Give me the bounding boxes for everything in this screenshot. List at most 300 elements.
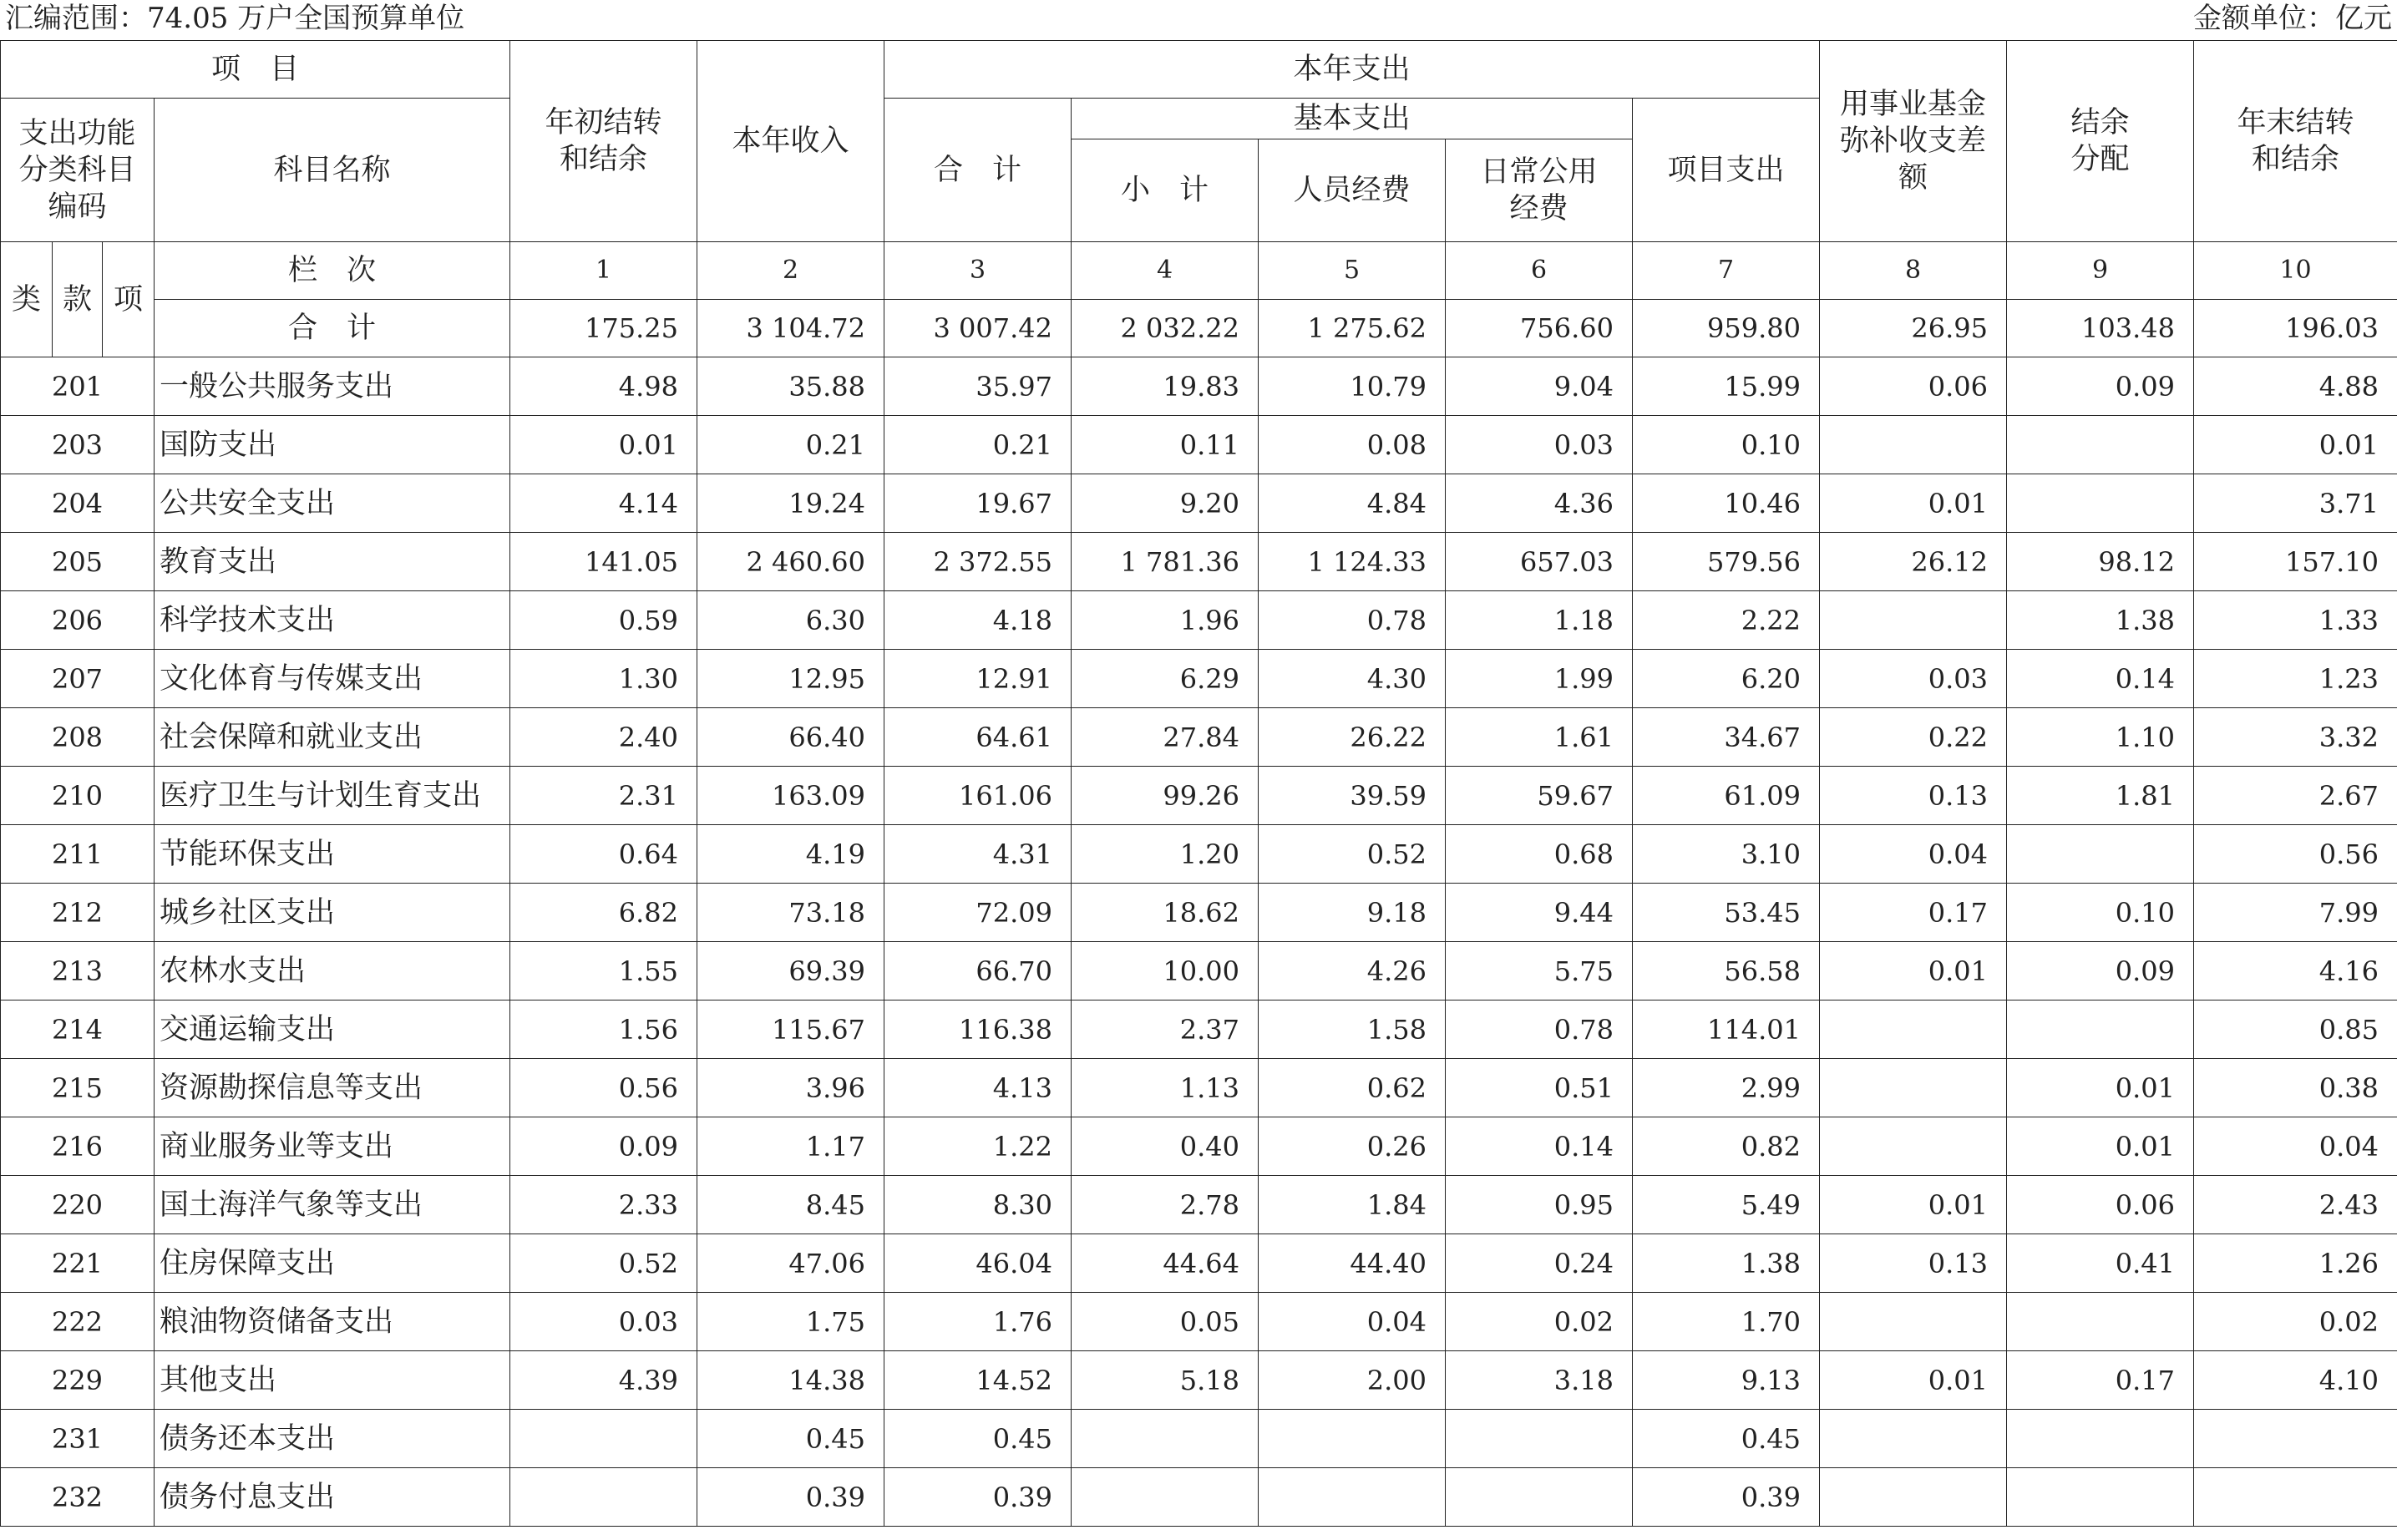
row-value: 0.13 [1820,1234,2007,1293]
row-value: 4.98 [510,357,697,416]
row-value [1820,1410,2007,1468]
row-value: 4.36 [1446,474,1633,533]
row-value: 72.09 [884,884,1072,942]
row-value: 5.49 [1633,1176,1820,1234]
row-value: 157.10 [2194,533,2397,591]
row-value [510,1410,697,1468]
row-value [2007,1000,2194,1059]
table-row [1,708,2397,767]
row-value: 6.29 [1072,650,1259,708]
row-value: 12.95 [697,650,884,708]
row-name: 一般公共服务支出 [155,357,510,416]
budget-expenditure-table [0,40,2397,1527]
row-value: 0.01 [2194,416,2397,474]
row-name: 交通运输支出 [155,1000,510,1059]
total-row [1,300,2397,357]
col-index-4: 4 [1072,242,1259,300]
header-c2: 本年收入 [697,41,884,242]
row-value: 4.30 [1259,650,1446,708]
row-value [2194,1410,2397,1468]
row-value: 7.99 [2194,884,2397,942]
row-value: 1.96 [1072,591,1259,650]
header-c1: 年初结转和结余 [510,41,697,242]
row-value: 0.01 [1820,474,2007,533]
row-value: 6.20 [1633,650,1820,708]
row-value: 14.52 [884,1351,1072,1410]
row-value: 4.19 [697,825,884,884]
row-value: 19.83 [1072,357,1259,416]
row-value: 0.59 [510,591,697,650]
row-value: 9.13 [1633,1351,1820,1410]
col-index-5: 5 [1259,242,1446,300]
row-value: 3.96 [697,1059,884,1117]
row-value: 0.09 [2007,942,2194,1000]
row-value [1072,1410,1259,1468]
row-name: 医疗卫生与计划生育支出 [155,767,510,825]
row-code: 220 [1,1176,155,1234]
row-value: 14.38 [697,1351,884,1410]
row-value: 2.43 [2194,1176,2397,1234]
row-value: 0.05 [1072,1293,1259,1351]
table-row [1,767,2397,825]
table-row [1,884,2397,942]
table-row [1,825,2397,884]
row-name: 住房保障支出 [155,1234,510,1293]
table-row [1,474,2397,533]
row-value: 98.12 [2007,533,2194,591]
row-value: 0.14 [1446,1117,1633,1176]
row-value: 2.40 [510,708,697,767]
row-code: 211 [1,825,155,884]
row-value: 10.46 [1633,474,1820,533]
row-code: 207 [1,650,155,708]
row-value: 0.13 [1820,767,2007,825]
row-value: 4.26 [1259,942,1446,1000]
row-name: 债务付息支出 [155,1468,510,1527]
header-item: 项 目 [1,41,510,99]
total-cell: 756.60 [1446,300,1633,357]
row-value: 3.18 [1446,1351,1633,1410]
row-value: 2.78 [1072,1176,1259,1234]
row-value: 0.52 [510,1234,697,1293]
total-cell: 959.80 [1633,300,1820,357]
row-value [2007,825,2194,884]
row-value [1072,1468,1259,1527]
row-value: 0.01 [1820,1351,2007,1410]
header-c3: 合 计 [884,99,1072,242]
row-value: 0.45 [884,1410,1072,1468]
row-value: 2.00 [1259,1351,1446,1410]
row-value: 1.84 [1259,1176,1446,1234]
row-value: 0.02 [2194,1293,2397,1351]
row-value: 3.32 [2194,708,2397,767]
row-value: 47.06 [697,1234,884,1293]
row-value: 115.67 [697,1000,884,1059]
row-value: 4.10 [2194,1351,2397,1410]
row-value: 4.88 [2194,357,2397,416]
total-cell: 3 104.72 [697,300,884,357]
row-value: 1 124.33 [1259,533,1446,591]
row-value: 0.01 [2007,1059,2194,1117]
total-cell: 2 032.22 [1072,300,1259,357]
row-code: 231 [1,1410,155,1468]
row-code: 201 [1,357,155,416]
row-value: 1.33 [2194,591,2397,650]
table-row [1,1000,2397,1059]
total-cell: 26.95 [1820,300,2007,357]
row-value: 1.20 [1072,825,1259,884]
row-value: 64.61 [884,708,1072,767]
row-value: 8.30 [884,1176,1072,1234]
row-value: 26.12 [1820,533,2007,591]
row-name: 资源勘探信息等支出 [155,1059,510,1117]
row-code: 208 [1,708,155,767]
table-row [1,533,2397,591]
row-value: 0.01 [510,416,697,474]
total-cell: 196.03 [2194,300,2397,357]
row-value: 1.10 [2007,708,2194,767]
col-index-3: 3 [884,242,1072,300]
row-value: 59.67 [1446,767,1633,825]
row-value: 4.13 [884,1059,1072,1117]
col-index-8: 8 [1820,242,2007,300]
row-name: 科学技术支出 [155,591,510,650]
row-value: 34.67 [1633,708,1820,767]
row-value [1820,1059,2007,1117]
row-value [1820,1117,2007,1176]
row-value: 0.11 [1072,416,1259,474]
col-index-10: 10 [2194,242,2397,300]
row-value: 18.62 [1072,884,1259,942]
row-value: 35.97 [884,357,1072,416]
row-value: 0.45 [1633,1410,1820,1468]
row-value: 0.09 [510,1117,697,1176]
header-c9: 结余分配 [2007,41,2194,242]
total-label: 合 计 [155,300,510,357]
row-value [2007,416,2194,474]
row-name: 债务还本支出 [155,1410,510,1468]
row-value: 0.17 [1820,884,2007,942]
header-lanci: 栏 次 [155,242,510,300]
row-code: 215 [1,1059,155,1117]
row-code: 221 [1,1234,155,1293]
row-value: 4.39 [510,1351,697,1410]
row-value: 0.95 [1446,1176,1633,1234]
row-value: 46.04 [884,1234,1072,1293]
row-value: 73.18 [697,884,884,942]
row-value: 0.82 [1633,1117,1820,1176]
row-value: 1.22 [884,1117,1072,1176]
table-row [1,1059,2397,1117]
row-value [2007,1468,2194,1527]
row-value: 61.09 [1633,767,1820,825]
table-row [1,1293,2397,1351]
row-value: 0.08 [1259,416,1446,474]
col-index-1: 1 [510,242,697,300]
row-value: 4.31 [884,825,1072,884]
row-value [1259,1468,1446,1527]
row-code: 206 [1,591,155,650]
row-value: 3.71 [2194,474,2397,533]
row-name: 节能环保支出 [155,825,510,884]
row-value: 1.99 [1446,650,1633,708]
row-value: 39.59 [1259,767,1446,825]
row-value: 0.06 [2007,1176,2194,1234]
row-value: 0.04 [2194,1117,2397,1176]
header-c7: 项目支出 [1633,99,1820,242]
row-value: 0.04 [1259,1293,1446,1351]
row-value [2007,1293,2194,1351]
row-value: 0.56 [2194,825,2397,884]
row-value: 0.17 [2007,1351,2194,1410]
row-value: 0.01 [1820,1176,2007,1234]
header-basic: 基本支出 [1072,99,1633,139]
header-c5: 人员经费 [1259,139,1446,242]
row-value: 0.24 [1446,1234,1633,1293]
row-value: 116.38 [884,1000,1072,1059]
total-cell: 175.25 [510,300,697,357]
row-value [510,1468,697,1527]
row-value: 0.01 [2007,1117,2194,1176]
row-value: 19.67 [884,474,1072,533]
row-value: 0.26 [1259,1117,1446,1176]
row-value: 0.51 [1446,1059,1633,1117]
row-value: 0.03 [510,1293,697,1351]
row-value: 4.16 [2194,942,2397,1000]
row-value: 12.91 [884,650,1072,708]
row-value: 1.13 [1072,1059,1259,1117]
col-index-9: 9 [2007,242,2194,300]
row-value: 0.21 [697,416,884,474]
row-value: 69.39 [697,942,884,1000]
row-value: 44.64 [1072,1234,1259,1293]
table-row [1,1176,2397,1234]
row-value [2007,474,2194,533]
table-caption-bar [0,0,2397,38]
row-value: 657.03 [1446,533,1633,591]
row-value: 27.84 [1072,708,1259,767]
row-value: 10.79 [1259,357,1446,416]
row-value: 66.70 [884,942,1072,1000]
row-value: 3.10 [1633,825,1820,884]
row-value: 9.18 [1259,884,1446,942]
table-row [1,650,2397,708]
row-name: 农林水支出 [155,942,510,1000]
row-value: 1.18 [1446,591,1633,650]
col-index-2: 2 [697,242,884,300]
row-value: 0.78 [1259,591,1446,650]
row-value: 2 372.55 [884,533,1072,591]
table-row [1,1117,2397,1176]
row-name: 其他支出 [155,1351,510,1410]
row-value [2007,1410,2194,1468]
row-value: 0.39 [1633,1468,1820,1527]
row-value: 5.75 [1446,942,1633,1000]
row-code: 210 [1,767,155,825]
row-value: 1.70 [1633,1293,1820,1351]
row-value: 9.04 [1446,357,1633,416]
row-value: 0.78 [1446,1000,1633,1059]
header-kuan: 款 [53,242,103,357]
row-value: 0.02 [1446,1293,1633,1351]
row-code: 214 [1,1000,155,1059]
row-name: 城乡社区支出 [155,884,510,942]
row-value [1820,416,2007,474]
row-value: 2.37 [1072,1000,1259,1059]
row-value [1820,1293,2007,1351]
row-value: 0.21 [884,416,1072,474]
row-value: 2.31 [510,767,697,825]
total-cell: 103.48 [2007,300,2194,357]
table-row [1,1351,2397,1410]
header-c4: 小 计 [1072,139,1259,242]
row-value: 26.22 [1259,708,1446,767]
row-value: 56.58 [1633,942,1820,1000]
total-cell: 3 007.42 [884,300,1072,357]
row-value: 0.39 [884,1468,1072,1527]
row-value: 1 781.36 [1072,533,1259,591]
row-value: 1.26 [2194,1234,2397,1293]
row-value: 0.22 [1820,708,2007,767]
table-row [1,357,2397,416]
row-value: 15.99 [1633,357,1820,416]
row-value: 1.38 [1633,1234,1820,1293]
header-c6: 日常公用经费 [1446,139,1633,242]
row-value: 2.33 [510,1176,697,1234]
row-value: 0.10 [1633,416,1820,474]
row-value: 0.68 [1446,825,1633,884]
row-value: 1.38 [2007,591,2194,650]
row-value [1820,1000,2007,1059]
row-value: 4.14 [510,474,697,533]
row-value: 53.45 [1633,884,1820,942]
row-value: 0.10 [2007,884,2194,942]
row-value: 114.01 [1633,1000,1820,1059]
header-expense: 本年支出 [884,41,1820,99]
row-value: 44.40 [1259,1234,1446,1293]
row-value: 0.39 [697,1468,884,1527]
row-value: 1.23 [2194,650,2397,708]
header-code: 支出功能分类科目编码 [1,99,155,242]
row-value: 1.58 [1259,1000,1446,1059]
row-value [1259,1410,1446,1468]
row-value: 1.30 [510,650,697,708]
row-value: 0.01 [1820,942,2007,1000]
header-c8: 用事业基金弥补收支差额 [1820,41,2007,242]
row-value: 0.03 [1820,650,2007,708]
row-value [1820,591,2007,650]
table-row [1,1468,2397,1527]
row-value: 0.40 [1072,1117,1259,1176]
row-value: 0.64 [510,825,697,884]
row-value: 1.56 [510,1000,697,1059]
row-value: 1.76 [884,1293,1072,1351]
header-name: 科目名称 [155,99,510,242]
row-code: 212 [1,884,155,942]
row-value: 19.24 [697,474,884,533]
row-value [1446,1468,1633,1527]
row-value: 2.99 [1633,1059,1820,1117]
row-code: 216 [1,1117,155,1176]
row-value [2194,1468,2397,1527]
row-value: 0.14 [2007,650,2194,708]
row-value: 1.61 [1446,708,1633,767]
row-value: 9.44 [1446,884,1633,942]
row-value: 9.20 [1072,474,1259,533]
row-name: 商业服务业等支出 [155,1117,510,1176]
row-value: 35.88 [697,357,884,416]
row-code: 232 [1,1468,155,1527]
row-value: 8.45 [697,1176,884,1234]
row-value: 4.18 [884,591,1072,650]
row-name: 粮油物资储备支出 [155,1293,510,1351]
row-name: 社会保障和就业支出 [155,708,510,767]
row-value: 99.26 [1072,767,1259,825]
row-name: 国土海洋气象等支出 [155,1176,510,1234]
row-code: 205 [1,533,155,591]
row-value: 163.09 [697,767,884,825]
row-value: 0.85 [2194,1000,2397,1059]
row-value: 0.45 [697,1410,884,1468]
row-value: 4.84 [1259,474,1446,533]
row-name: 公共安全支出 [155,474,510,533]
row-code: 222 [1,1293,155,1351]
row-name: 教育支出 [155,533,510,591]
row-value: 141.05 [510,533,697,591]
row-value: 2.67 [2194,767,2397,825]
row-value: 0.52 [1259,825,1446,884]
row-value: 1.17 [697,1117,884,1176]
table-row [1,591,2397,650]
row-code: 203 [1,416,155,474]
table-row [1,942,2397,1000]
table-row [1,416,2397,474]
row-name: 国防支出 [155,416,510,474]
row-value [1820,1468,2007,1527]
row-value: 1.81 [2007,767,2194,825]
total-cell: 1 275.62 [1259,300,1446,357]
row-value [1446,1410,1633,1468]
row-code: 229 [1,1351,155,1410]
compilation-scope: 汇编范围：74.05 万户全国预算单位 [5,2,465,35]
row-value: 5.18 [1072,1351,1259,1410]
row-value: 6.30 [697,591,884,650]
table-row [1,1410,2397,1468]
row-code: 204 [1,474,155,533]
row-value: 10.00 [1072,942,1259,1000]
header-xiang: 项 [103,242,155,357]
row-value: 579.56 [1633,533,1820,591]
header-lei: 类 [1,242,53,357]
row-value: 0.62 [1259,1059,1446,1117]
row-value: 0.38 [2194,1059,2397,1117]
row-value: 2 460.60 [697,533,884,591]
amount-unit: 金额单位：亿元 [2193,2,2392,35]
row-value: 66.40 [697,708,884,767]
row-value: 1.75 [697,1293,884,1351]
header-c10: 年末结转和结余 [2194,41,2397,242]
row-name: 文化体育与传媒支出 [155,650,510,708]
row-value: 1.55 [510,942,697,1000]
row-value: 0.04 [1820,825,2007,884]
row-value: 6.82 [510,884,697,942]
row-value: 161.06 [884,767,1072,825]
row-value: 0.41 [2007,1234,2194,1293]
table-row [1,1234,2397,1293]
row-value: 0.09 [2007,357,2194,416]
row-code: 213 [1,942,155,1000]
row-value: 0.06 [1820,357,2007,416]
